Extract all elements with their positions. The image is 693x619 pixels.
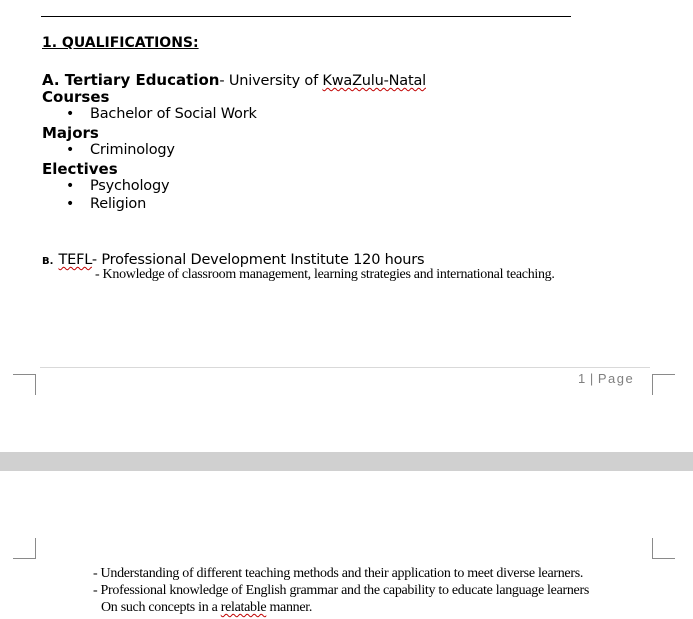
bullet-icon: • — [66, 178, 75, 194]
tertiary-education-line — [42, 70, 426, 89]
crop-mark-bottom-right — [652, 374, 675, 395]
tefl-point: - Understanding of different teaching methods and their application to meet diverse learners. — [93, 566, 584, 581]
bullet-icon: • — [66, 106, 75, 122]
electives-label: Electives — [42, 160, 118, 178]
footer-divider — [40, 367, 650, 368]
majors-label: Majors — [42, 124, 99, 142]
bullet-icon: • — [66, 196, 75, 212]
page-gap — [0, 452, 693, 471]
institution-name: KwaZulu-Natal — [322, 73, 426, 89]
elective-item: Religion — [90, 196, 147, 212]
tefl-letter: B. — [42, 256, 54, 267]
bullet-icon: • — [66, 142, 75, 158]
page-number — [578, 371, 634, 386]
section-heading: 1. QUALIFICATIONS: — [42, 35, 199, 51]
tefl-label: TEFL — [58, 252, 92, 268]
tefl-line — [42, 249, 424, 268]
continuation-word: relatable — [220, 600, 267, 615]
tefl-point: - Professional knowledge of English grammar and the capability to educate language learners — [93, 583, 589, 598]
crop-mark-top-left — [13, 538, 36, 559]
continuation-prefix: On such concepts in a — [101, 600, 221, 615]
course-item: Bachelor of Social Work — [90, 106, 257, 122]
continuation-suffix: manner. — [266, 600, 313, 615]
tefl-description: - Professional Development Institute 120 hours — [91, 252, 425, 268]
page-number-value: 1 — [578, 371, 586, 386]
crop-mark-bottom-left — [13, 374, 36, 395]
tertiary-label: A. Tertiary Education — [42, 71, 220, 89]
page-number-divider: | — [585, 371, 598, 386]
document-page-2 — [0, 471, 693, 619]
tefl-point: - Knowledge of classroom management, learning strategies and international teaching. — [95, 267, 555, 282]
page-number-label: Page — [597, 371, 635, 386]
tertiary-separator: - — [219, 73, 229, 89]
top-rule — [41, 16, 571, 17]
major-item: Criminology — [90, 142, 175, 158]
crop-mark-top-right — [652, 538, 675, 559]
courses-label: Courses — [42, 88, 110, 106]
institution-prefix: University of — [228, 73, 323, 89]
elective-item: Psychology — [90, 178, 170, 194]
tefl-continuation — [101, 600, 312, 616]
